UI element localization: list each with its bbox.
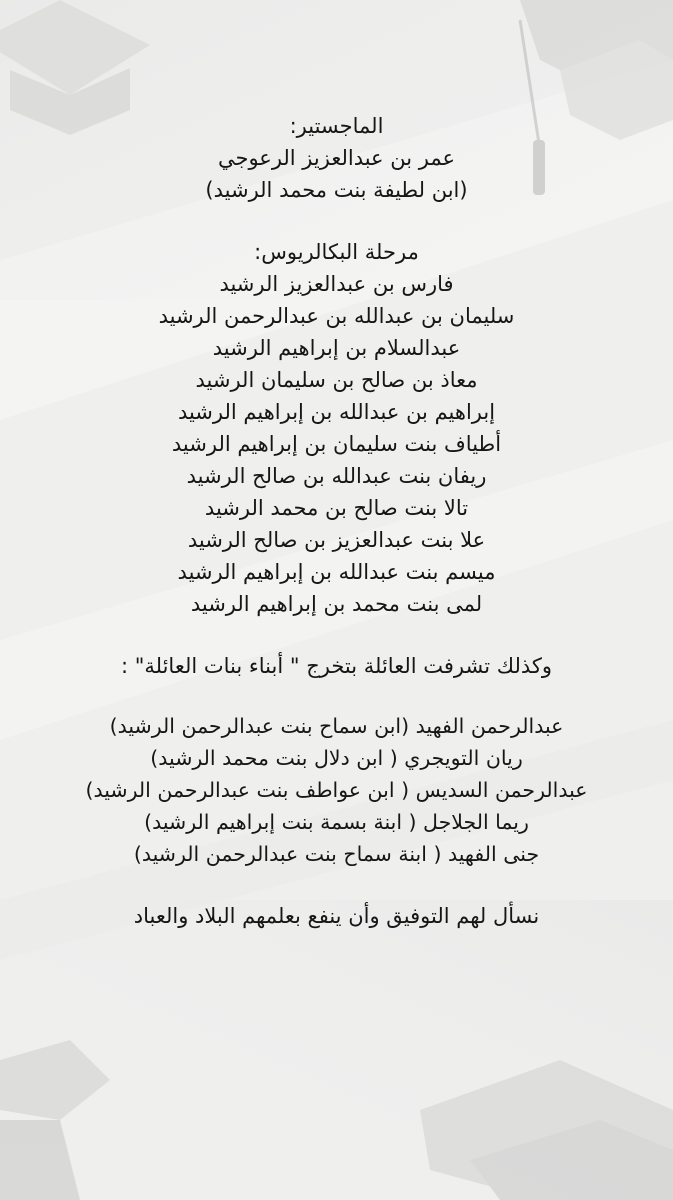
bachelors-graduate: تالا بنت صالح بن محمد الرشيد (204, 496, 469, 520)
bachelors-graduate: عبدالسلام بن إبراهيم الرشيد (212, 336, 461, 360)
graduates-announcement (0, 110, 673, 932)
closing-prayer: نسأل لهم التوفيق وأن ينفع بعلمهم البلاد والعباد (133, 904, 540, 928)
bachelors-graduate: ميسم بنت عبدالله بن إبراهيم الرشيد (177, 560, 496, 584)
daughters-sons-graduate: جنى الفهيد ( ابنة سماح بنت عبدالرحمن الرشيد) (133, 842, 540, 866)
daughters-sons-heading: وكذلك تشرفت العائلة بتخرج " أبناء بنات العائلة" : (120, 654, 553, 678)
masters-graduate-name: عمر بن عبدالعزيز الرعوجي (217, 146, 456, 170)
bachelors-graduate: سليمان بن عبدالله بن عبدالرحمن الرشيد (158, 304, 515, 328)
bachelors-graduate: علا بنت عبدالعزيز بن صالح الرشيد (187, 528, 486, 552)
daughters-sons-graduate: عبدالرحمن الفهيد (ابن سماح بنت عبدالرحمن الرشيد) (109, 714, 564, 738)
bachelors-graduate: أطياف بنت سليمان بن إبراهيم الرشيد (171, 432, 502, 456)
bachelors-heading: مرحلة البكالريوس: (254, 240, 419, 264)
masters-heading: الماجستير: (289, 114, 384, 138)
bachelors-graduate: ريفان بنت عبدالله بن صالح الرشيد (186, 464, 487, 488)
daughters-sons-graduate: ريان التويجري ( ابن دلال بنت محمد الرشيد) (150, 746, 523, 770)
masters-graduate-parent: (ابن لطيفة بنت محمد الرشيد) (205, 178, 468, 202)
bachelors-graduate: فارس بن عبدالعزيز الرشيد (219, 272, 454, 296)
daughters-sons-graduate: ريما الجلاجل ( ابنة بسمة بنت إبراهيم الرشيد) (144, 810, 529, 834)
daughters-sons-graduate: عبدالرحمن السديس ( ابن عواطف بنت عبدالرحمن الرشيد) (85, 778, 588, 802)
bachelors-graduate: إبراهيم بن عبدالله بن إبراهيم الرشيد (177, 400, 496, 424)
bachelors-graduate: معاذ بن صالح بن سليمان الرشيد (195, 368, 478, 392)
bachelors-graduate: لمى بنت محمد بن إبراهيم الرشيد (190, 592, 483, 616)
